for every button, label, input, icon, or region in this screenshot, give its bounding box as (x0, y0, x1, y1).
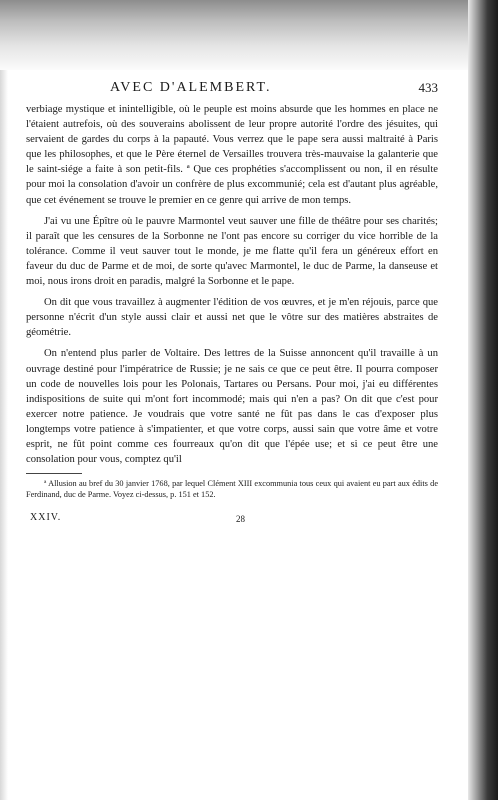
book-page (26, 80, 438, 526)
paragraph: verbiage mystique et inintelligible, où le peuple est moins absurde que les hommes en place ne l'étaient autrefois, où des souverains abolissent de leur propre autorité l'ordre des jésuites, qui servaient de gardes du corps à la papauté. Vous verrez que le pape sera aussi maltraité à Paris que les philosophes, et que le Père éternel de Versailles trouvera très-mauvaise la galanterie que le saint-siége a faite à son petit-fils. ª Que ces prophéties s'accomplissent ou non, il en résulte pour moi la consolation d'avoir un confrère de plus excommunié; cela est d'autant plus agréable, que cet événement se trouve le premier en ce genre qui arrive de mon temps. (26, 104, 438, 206)
scan-right-shadow (468, 0, 498, 800)
scan-top-shadow (0, 0, 498, 70)
volume-number: XXIV. (30, 512, 62, 524)
running-title: AVEC D'ALEMBERT. (110, 80, 272, 95)
footnote-rule (26, 473, 82, 474)
page-footer (26, 510, 438, 526)
signature-mark: 28 (236, 514, 245, 525)
page-number: 433 (418, 80, 438, 95)
paragraph: On n'entend plus parler de Voltaire. Des lettres de la Suisse annoncent qu'il travaille à un ouvrage destiné pour l'impératrice de Russie; je ne sais ce que ce peut être. Il pourra composer un code de nouvelles lois pour les Polonais, Tartares ou Persans. Pour moi, j'ai eu différentes indispositions de suite qui m'ont fort incommodé; mais qui n'en a pas? On dit que c'est pour exercer notre patience. Je voudrais que votre santé ne fût pas dans le cas d'exposer plus longtemps votre patience à s'impatienter, et que votre corps, aussi sain que votre âme et votre esprit, ne fût point comme ces fourreaux qu'on dit que l'épée use; et si ce peut être une consolation pour vous, comptez qu'il (26, 348, 438, 466)
scan-left-edge (0, 0, 8, 800)
paragraph: On dit que vous travaillez à augmenter l'édition de vos œuvres, et je m'en réjouis, parce que personne n'écrit d'un style aussi clair et aussi net que le vôtre sur des matières abstraites de géométrie. (26, 297, 438, 339)
footnote: ª Allusion au bref du 30 janvier 1768, par lequel Clément XIII excommunia tous ceux qui avaient eu part aux édits de Ferdinand, duc de Parme. Voyez ci-dessus, p. 151 et 152. (26, 479, 438, 500)
paragraph: J'ai vu une Épître où le pauvre Marmontel veut sauver une fille de théâtre pour ses charités; il paraît que les censures de la Sorbonne ne l'ont pas encore su corriger du vice horrible de la tolérance. Comme il veut sauver tout le monde, je me flatte qu'il fera un généreux effort en faveur du duc de Parme et de moi, de sorte qu'avec Marmontel, le duc de Parme, la danseuse et moi, nous irons droit en paradis, malgré la Sorbonne et le pape. (26, 215, 438, 288)
page-header (26, 80, 438, 102)
